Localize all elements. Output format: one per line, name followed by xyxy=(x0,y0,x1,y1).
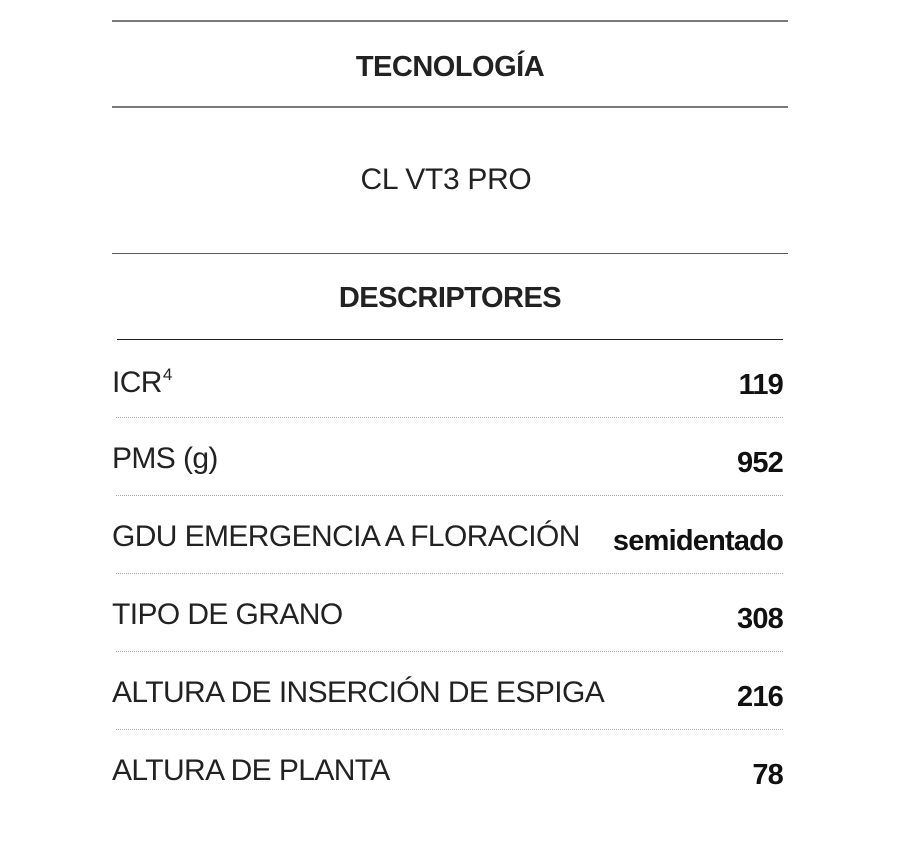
descriptor-label: TIPO DE GRANO xyxy=(112,598,343,631)
descriptors-heading: DESCRIPTORES xyxy=(338,282,562,314)
technology-value: CL VT3 PRO xyxy=(360,163,532,196)
descriptor-value: 216 xyxy=(737,681,783,713)
descriptor-label: ALTURA DE INSERCIÓN DE ESPIGA xyxy=(112,676,605,709)
table-row xyxy=(112,652,783,730)
footnote-marker: 4 xyxy=(162,365,172,384)
descriptor-value: semidentado xyxy=(612,525,783,557)
descriptor-label: ICR$^4$ xyxy=(112,365,172,399)
table-row xyxy=(112,496,783,574)
table-row xyxy=(112,340,783,418)
table-row xyxy=(112,418,783,496)
descriptor-label: PMS (g) xyxy=(112,442,218,475)
technology-divider xyxy=(112,106,788,108)
table-row xyxy=(112,574,783,652)
descriptor-value: 78 xyxy=(752,759,783,791)
descriptor-label: GDU EMERGENCIA A FLORACIÓN xyxy=(112,520,580,553)
descriptor-value: 119 xyxy=(738,369,783,401)
descriptor-label: ALTURA DE PLANTA xyxy=(112,754,390,787)
descriptors-table xyxy=(112,340,783,807)
top-divider xyxy=(112,20,788,22)
descriptors-top-divider xyxy=(112,253,788,254)
technology-heading: TECNOLOGÍA xyxy=(355,51,545,83)
descriptor-value: 952 xyxy=(737,447,783,479)
descriptor-value: 308 xyxy=(737,603,783,635)
table-row xyxy=(112,730,783,807)
